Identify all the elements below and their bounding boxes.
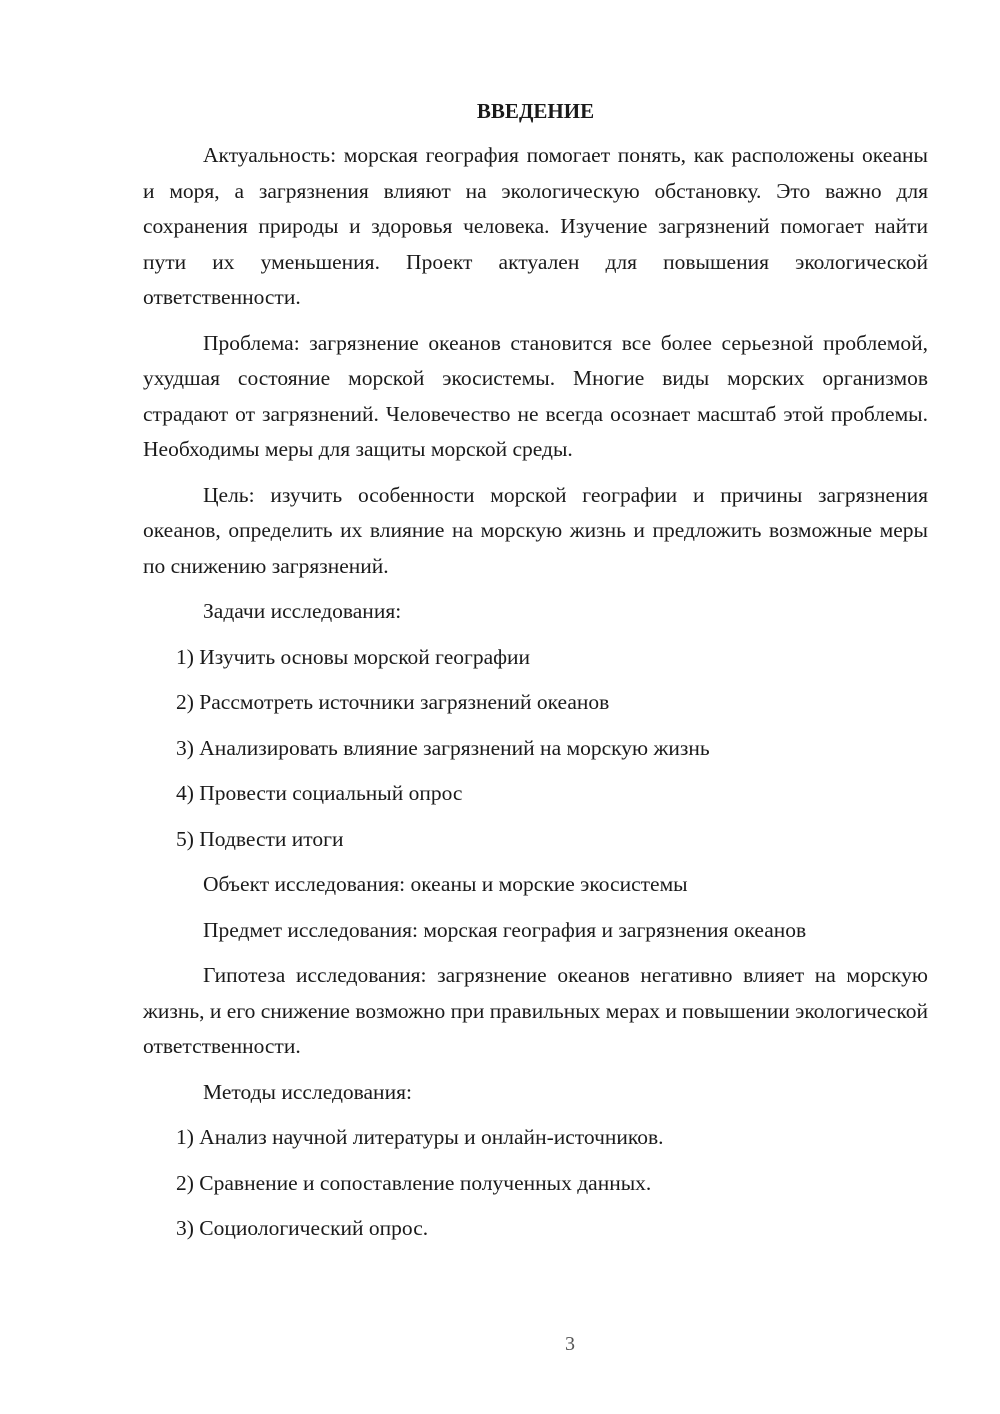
object-line: Объект исследования: океаны и морские экосистемы xyxy=(203,872,688,896)
section-title: ВВЕДЕНИЕ xyxy=(476,99,595,123)
hypothesis-paragraph: Гипотеза исследования: загрязнение океанов негативно влияет на морскую жизнь, и его снижение возможно при правильных мерах и повышении экологической ответственности. xyxy=(143,963,928,1058)
tasks-heading: Задачи исследования: xyxy=(203,599,402,623)
problem-paragraph: Проблема: загрязнение океанов становится все более серьезной проблемой, ухудшая состояние морской экосистемы. Многие виды морских организмов страдают от загрязнений. Человечество не всегда осознает масштаб этой проблемы. Необходимы меры для защиты морской среды. xyxy=(143,330,928,461)
tasks-list xyxy=(143,640,928,858)
page-number: 3 xyxy=(565,1333,575,1355)
list-item: 3) Анализировать влияние загрязнений на морскую жизнь xyxy=(176,735,710,760)
list-item: 3) Социологический опрос. xyxy=(176,1216,429,1240)
goal-paragraph: Цель: изучить особенности морской географии и причины загрязнения океанов, определить их влияние на морскую жизнь и предложить возможные меры по снижению загрязнений. xyxy=(143,482,928,578)
list-item: 5) Подвести итоги xyxy=(176,826,344,851)
list-item: 2) Рассмотреть источники загрязнений океанов xyxy=(176,690,610,714)
methods-heading: Методы исследования: xyxy=(203,1079,412,1104)
list-item: 2) Сравнение и сопоставление полученных данных. xyxy=(176,1170,652,1195)
subject-line: Предмет исследования: морская география и загрязнения океанов xyxy=(203,917,807,942)
list-item: 1) Анализ научной литературы и онлайн-источников. xyxy=(176,1125,664,1149)
methods-list xyxy=(143,1120,928,1247)
list-item: 1) Изучить основы морской географии xyxy=(176,644,531,669)
document-body xyxy=(143,96,928,1257)
relevance-paragraph: Актуальность: морская география помогает понять, как расположены океаны и моря, а загрязнения влияют на экологическую обстановку. Это важно для сохранения природы и здоровья человека. Изучение загрязнений помогает найти пути их уменьшения. Проект актуален для повышения экологической ответственности. xyxy=(143,143,928,309)
list-item: 4) Провести социальный опрос xyxy=(176,781,463,805)
